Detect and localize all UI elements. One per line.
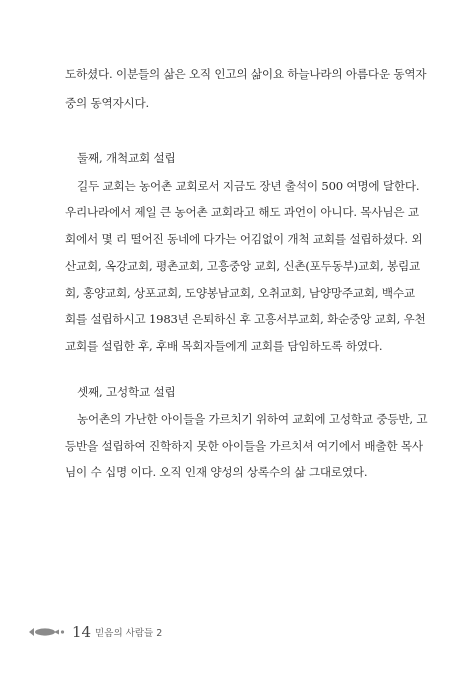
section2-heading: 둘째, 개척교회 설립 — [77, 151, 176, 165]
paragraph1-line-2: 중의 동역자시다. — [65, 96, 149, 110]
section2-line-3: 회에서 몇 리 떨어진 동네에 다가는 어김없이 개척 교회를 설립하셨다. 외 — [65, 232, 423, 246]
fish-ornament-icon — [28, 626, 66, 638]
section2-line-2: 우리나라에서 제일 큰 농어촌 교회라고 해도 과언이 아니다. 목사님은 교 — [65, 205, 419, 219]
section2-line-5: 회, 홍양교회, 상포교회, 도양봉남교회, 오취교회, 남양망주교회, 백수교 — [65, 286, 415, 300]
section2-line-4: 산교회, 옥강교회, 평촌교회, 고흥중앙 교회, 신촌(포두동부)교회, 봉림교 — [65, 259, 420, 273]
section3-line-3: 님이 수 십명 이다. 오직 인재 양성의 상록수의 삶 그대로였다. — [65, 465, 368, 479]
section3-line-1: 농어촌의 가난한 아이들을 가르치기 위하여 교회에 고성학교 중등반, 고 — [77, 412, 428, 426]
section3-line-2: 등반을 설립하여 진학하지 못한 아이들을 가르치셔 여기에서 배출한 목사 — [65, 439, 423, 453]
book-title: 믿음의 사람들 2 — [95, 628, 163, 639]
section3-heading: 셋째, 고성학교 설립 — [77, 385, 176, 399]
page-number: 14 — [72, 623, 92, 641]
section2-line-6: 회를 설립하시고 1983년 은퇴하신 후 고흥서부교회, 화순중앙 교회, 우천 — [65, 312, 426, 326]
page-footer — [28, 622, 162, 642]
section2-line-1: 길두 교회는 농어촌 교회로서 지금도 장년 출석이 500 여명에 달한다. — [77, 179, 420, 193]
section2-line-7: 교회를 설립한 후, 후배 목회자들에게 교회를 담임하도록 하였다. — [65, 339, 383, 353]
paragraph1-line-1: 도하셨다. 이분들의 삶은 오직 인고의 삶이요 하늘나라의 아름다운 동역자 — [65, 67, 427, 81]
